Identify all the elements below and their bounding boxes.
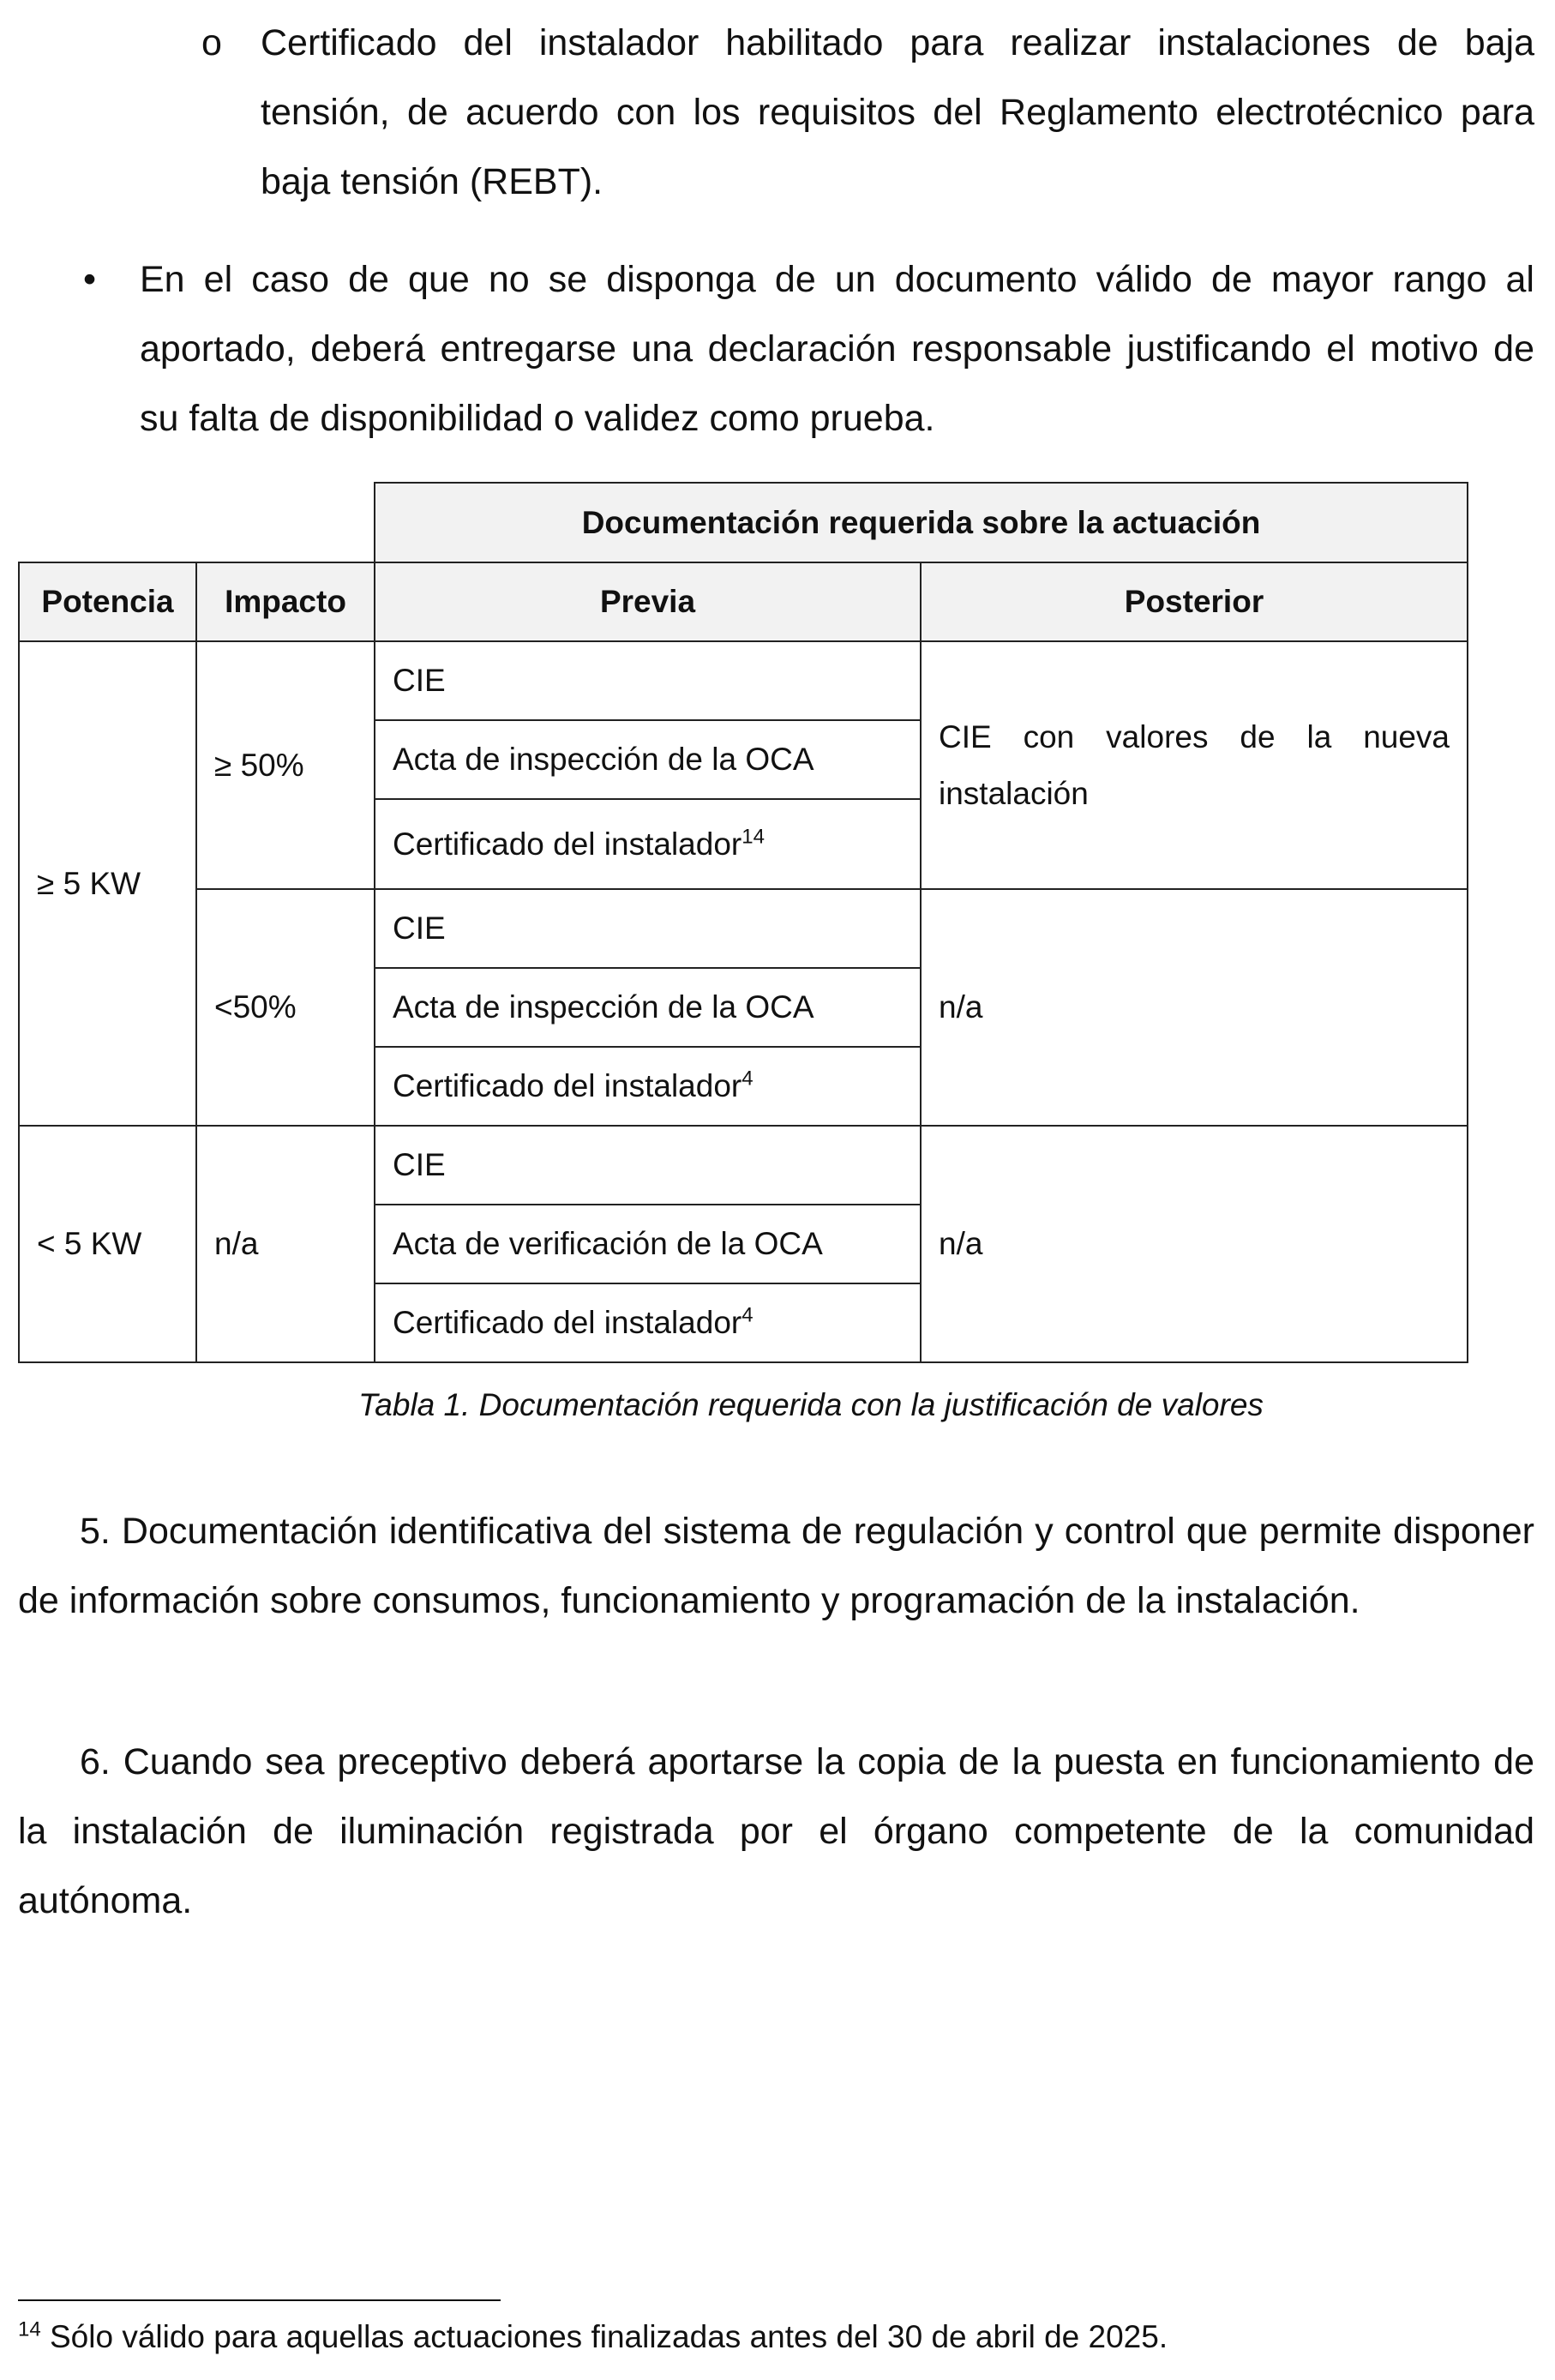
potencia-cell: < 5 KW [19, 1126, 196, 1362]
numbered-item-5 [18, 1497, 1534, 1636]
item-number: 5. [80, 1511, 111, 1552]
previa-cell [375, 799, 921, 889]
previa-cell [375, 1047, 921, 1126]
footnote-mark: 14 [18, 2317, 41, 2341]
header-posterior: Posterior [921, 562, 1468, 641]
impacto-cell: <50% [196, 889, 375, 1126]
footnote-ref: 14 [741, 825, 765, 849]
previa-cell: Acta de verificación de la OCA [375, 1205, 921, 1283]
header-previa: Previa [375, 562, 921, 641]
documentation-table [18, 482, 1468, 1363]
sub-bullet-text: Certificado del instalador habilitado para realizar instalaciones de baja tensión, de acuerdo con los requisitos del Reglamento electrotécnico para baja tensión (REBT). [261, 22, 1534, 202]
previa-cell: CIE [375, 1126, 921, 1205]
footnote-text: Sólo válido para aquellas actuaciones finalizadas antes del 30 de abril de 2025. [49, 2319, 1168, 2354]
posterior-cell: n/a [921, 889, 1468, 1126]
sub-bullet-marker: o [201, 22, 222, 63]
previa-text: Certificado del instalador [393, 1305, 742, 1340]
footnote-ref: 4 [741, 1067, 753, 1091]
previa-cell: CIE [375, 889, 921, 968]
group-header: Documentación requerida sobre la actuación [375, 483, 1468, 562]
footnote-ref: 4 [741, 1303, 753, 1327]
previa-text: Certificado del instalador [393, 826, 742, 862]
potencia-cell: ≥ 5 KW [19, 641, 196, 1126]
impacto-cell: n/a [196, 1126, 375, 1362]
footnote-separator [18, 2299, 501, 2301]
posterior-cell: CIE con valores de la nueva instalación [921, 641, 1468, 889]
impacto-cell: ≥ 50% [196, 641, 375, 889]
item-text: Cuando sea preceptivo deberá aportarse la copia de la puesta en funcionamiento de la instalación de iluminación registrada por el órgano competente de la comunidad autónoma. [18, 1741, 1534, 1921]
header-impacto: Impacto [196, 562, 375, 641]
numbered-item-6 [18, 1728, 1534, 1936]
item-text: Documentación identificativa del sistema de regulación y control que permite disponer de información sobre consumos, funcionamiento y programación de la instalación. [18, 1511, 1534, 1621]
bullet-marker: • [83, 259, 97, 300]
table-caption: Tabla 1. Documentación requerida con la justificación de valores [358, 1387, 1264, 1422]
footnote [18, 2319, 1168, 2355]
posterior-cell: n/a [921, 1126, 1468, 1362]
previa-cell: Acta de inspección de la OCA [375, 968, 921, 1047]
item-number: 6. [80, 1741, 111, 1782]
previa-cell: Acta de inspección de la OCA [375, 720, 921, 799]
previa-cell: CIE [375, 641, 921, 720]
table-empty-corner [19, 483, 375, 562]
previa-cell [375, 1283, 921, 1362]
header-potencia: Potencia [19, 562, 196, 641]
previa-text: Certificado del instalador [393, 1068, 742, 1103]
bullet-text: En el caso de que no se disponga de un documento válido de mayor rango al aportado, deberá entregarse una declaración responsable justificando el motivo de su falta de disponibilidad o validez como prueba. [140, 259, 1534, 439]
